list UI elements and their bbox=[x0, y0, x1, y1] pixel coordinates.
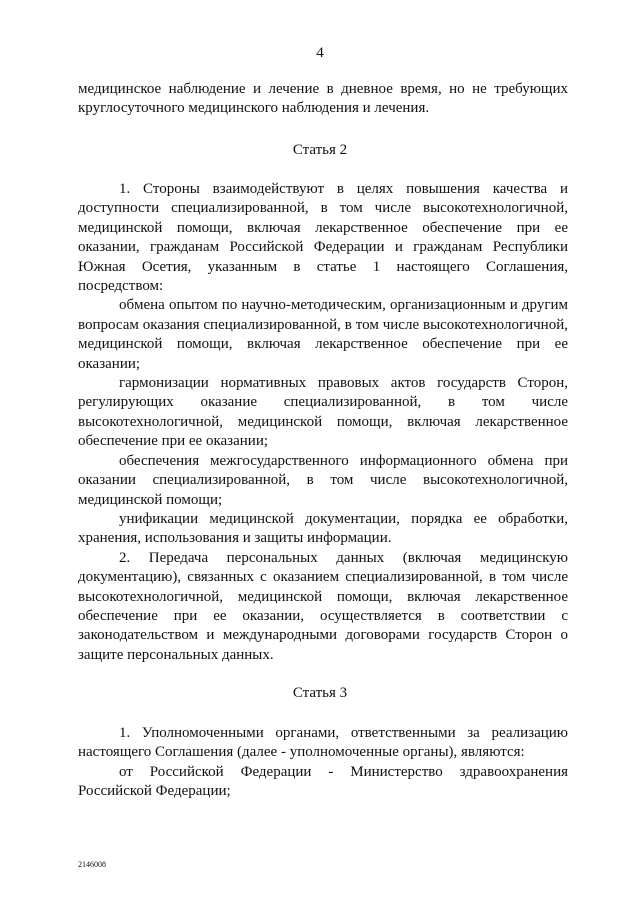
article-3-paragraph-2: от Российской Федерации - Министерство здравоохранения Российской Федерации; bbox=[78, 763, 568, 800]
article-2-heading: Статья 2 bbox=[292, 142, 348, 158]
article-2-paragraph-3: гармонизации нормативных правовых актов государств Сторон, регулирующих оказание специализированной, в том числе высокотехнологичной, медицинской помощи, включая лекарственное обеспечение при ее оказании; bbox=[78, 375, 568, 450]
article-2-paragraph-4: обеспечения межгосударственного информационного обмена при оказании специализированной, в том числе высокотехнологичной, медицинской помощи; bbox=[78, 452, 568, 508]
intro-paragraph: медицинское наблюдение и лечение в дневное время, но не требующих круглосуточного медицинского наблюдения и лечения. bbox=[78, 81, 568, 117]
article-2-paragraph-5: унификации медицинской документации, порядка ее обработки, хранения, использования и защиты информации. bbox=[78, 510, 568, 547]
article-2-paragraph-2: обмена опытом по научно-методическим, организационным и другим вопросам оказания специализированной, в том числе высокотехнологичной, медицинской помощи, включая лекарственное обеспечение при ее оказании; bbox=[78, 297, 568, 372]
article-3-heading: Статья 3 bbox=[292, 685, 348, 701]
article-2-paragraph-1: 1. Стороны взаимодействуют в целях повышения качества и доступности специализированной, в том числе высокотехнологичной, медицинской помощи, включая лекарственное обеспечение при ее оказании, гражданам Российской Федерации и гражданам Республики Южная Осетия, указанным в статье 1 настоящего Соглашения, посредством: bbox=[78, 181, 568, 295]
intro-block bbox=[78, 80, 568, 119]
article-2-paragraph-6: 2. Передача персональных данных (включая медицинскую документацию), связанных с оказанием специализированной, в том числе высокотехнологичной, медицинской помощи, включая лекарственное обеспечение при ее оказании, осуществляется в соответствии с законодательством и международными договорами государств Сторон о защите персональных данных. bbox=[78, 549, 568, 663]
article-3-paragraph-1: 1. Уполномоченными органами, ответственными за реализацию настоящего Соглашения (далее - уполномоченные органы), являются: bbox=[78, 725, 568, 761]
article-3-body bbox=[78, 724, 568, 802]
document-code: 2146008 bbox=[78, 860, 106, 869]
article-2-body bbox=[78, 180, 568, 665]
page-number: 4 bbox=[316, 45, 324, 61]
